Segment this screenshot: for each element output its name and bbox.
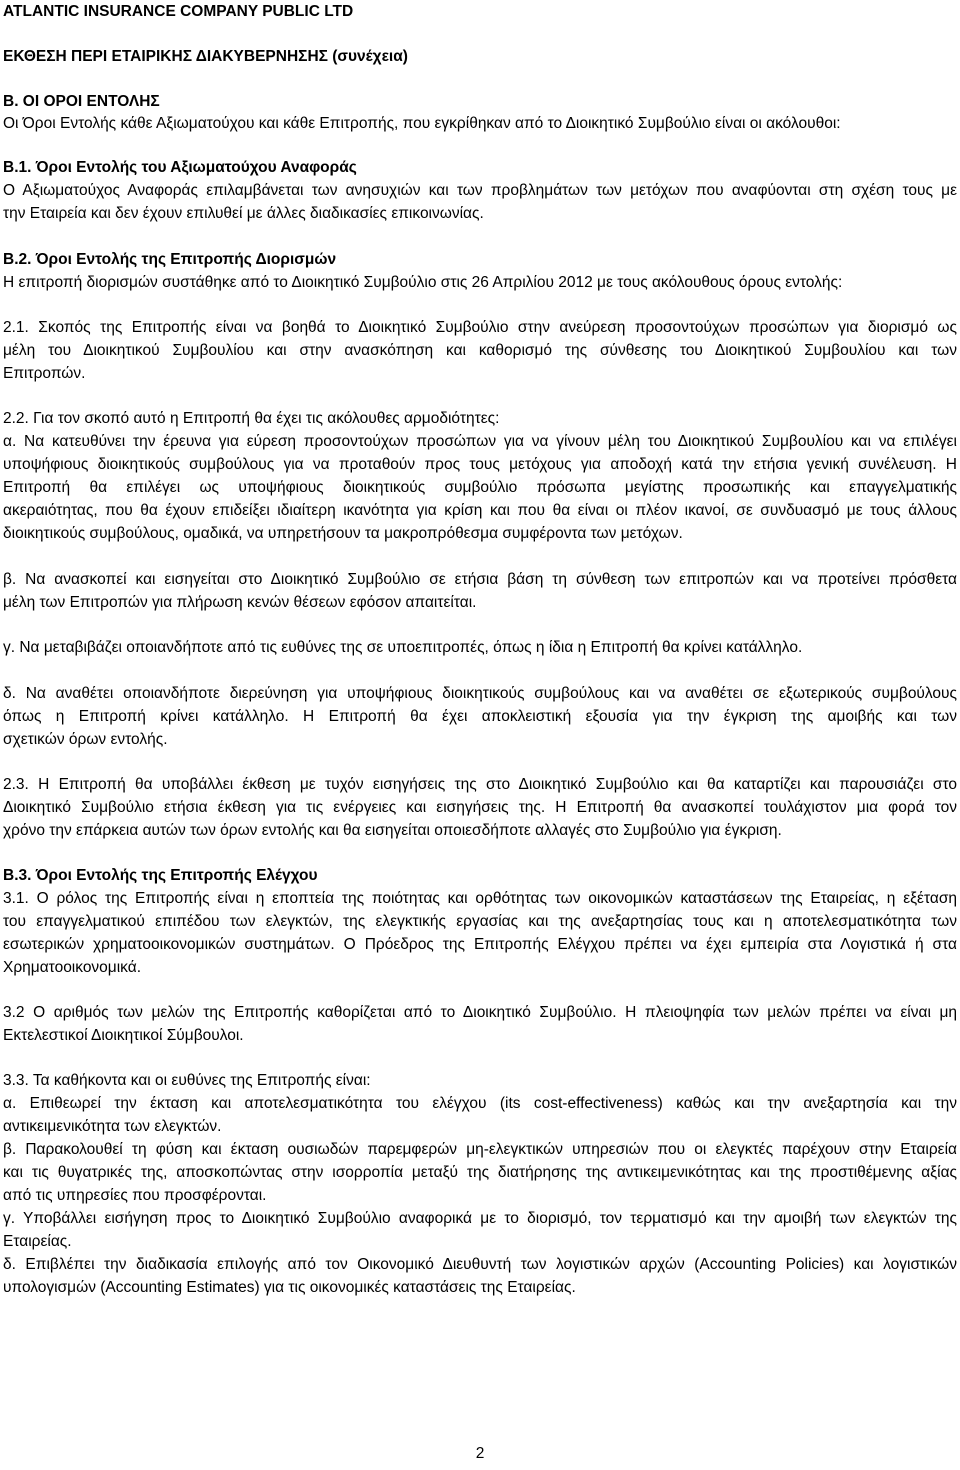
b2-p21-line: 2.1. Σκοπός της Επιτροπής είναι να βοηθά το Διοικητικό Συμβούλιο στην ανεύρεση προσοντούχων προσώπων για διορισμό ως — [3, 319, 957, 336]
b2-a-line: διοικητικούς συμβούλους, ομαδικά, να υπηρετήσουν τα μακροπρόθεσμα συμφέροντα των μετόχων. — [3, 525, 683, 542]
b2-a-line: ακεραιότητας, που θα έχουν επιδείξει ιδιαίτερη ικανότητα για κρίση και που θα είναι οι πλέον ικανοί, σε συνδυασμό με τους άλλους — [3, 502, 957, 519]
section-b-heading: Β. ΟΙ ΟΡΟΙ ΕΝΤΟΛΗΣ — [3, 93, 160, 110]
b3-p32-line: Εκτελεστικοί Διοικητικοί Σύμβουλοι. — [3, 1027, 244, 1044]
report-title: ΕΚΘΕΣΗ ΠΕΡΙ ΕΤΑΙΡΙΚΗΣ ΔΙΑΚΥΒΕΡΝΗΣΗΣ (συνέχεια) — [3, 48, 408, 65]
b2-a-line: Επιτροπή θα επιλέγει ως υποψήφιους διοικητικούς συμβούλιο πρόσωπα μεγίστης προσωπικής και επαγγελματικής — [3, 479, 957, 496]
b3-b-line: και τις θυγατρικές της, αποσκοπώντας στην ισορροπία μεταξύ της διατήρησης της αντικειμενικότητας και της προστιθέμενης αξίας — [3, 1164, 957, 1181]
b3-d-line: δ. Επιβλέπει την διαδικασία επιλογής από τον Οικονομικό Διευθυντή των λογιστικών αρχών (Accounting Policies) και λογιστικών — [3, 1256, 957, 1273]
b2-b-line: β. Να ανασκοπεί και εισηγείται στο Διοικητικό Συμβούλιο σε ετήσια βάση τη σύνθεση των επιτροπών και να προτείνει πρόσθετα — [3, 571, 957, 588]
b2-p22: 2.2. Για τον σκοπό αυτό η Επιτροπή θα έχει τις ακόλουθες αρμοδιότητες: — [3, 410, 500, 427]
b1-line: την Εταιρεία και δεν έχουν επιλυθεί με άλλες διαδικασίες επικοινωνίας. — [3, 205, 484, 222]
b3-c-line: γ. Υποβάλλει εισήγηση προς το Διοικητικό Συμβούλιο αναφορικά με το διορισμό, τον τερματισμό και την αμοιβή των ελεγκτών της — [3, 1210, 957, 1227]
b2-heading: Β.2. Όροι Εντολής της Επιτροπής Διορισμών — [3, 251, 337, 268]
b2-p23-line: 2.3. Η Επιτροπή θα υποβάλλει έκθεση με τυχόν εισηγήσεις της στο Διοικητικό Συμβούλιο και θα καταρτίζει και παρουσιάζει στο — [3, 776, 957, 793]
b3-p31-line: Χρηματοοικονομικά. — [3, 959, 142, 976]
b1-heading: Β.1. Όροι Εντολής του Αξιωματούχου Αναφοράς — [3, 159, 357, 176]
b3-p32-line: 3.2 Ο αριθμός των μελών της Επιτροπής καθορίζεται από το Διοικητικό Συμβούλιο. Η πλειοψηφία των μελών πρέπει να είναι μη — [3, 1004, 957, 1021]
b1-line: Ο Αξιωματούχος Αναφοράς επιλαμβάνεται των ανησυχιών και των προβλημάτων των μετόχων που αναφύονται στη σχέση τους με — [3, 182, 957, 199]
b2-a-line: υποψήφιους διοικητικούς συμβούλους για να προταθούν προς τους μετόχους για αποδοχή κατά την ετήσια γενική συνέλευση. Η — [3, 456, 957, 473]
b2-p23-line: Διοικητικό Συμβούλιο ετήσια έκθεση για τις ενέργειες και εισηγήσεις της. Η Επιτροπή θα ανασκοπεί τουλάχιστον μια φορά τον — [3, 799, 957, 816]
b2-p21-line: Επιτροπών. — [3, 365, 86, 382]
b3-c-line: Εταιρείας. — [3, 1233, 72, 1250]
b3-b-line: β. Παρακολουθεί τη φύση και έκταση ουσιωδών παρεμφερών μη-ελεγκτικών υπηρεσιών που οι ελεγκτές παρέχουν στην Εταιρεία — [3, 1141, 957, 1158]
page-number: 2 — [475, 1445, 485, 1462]
b3-p31-line: του επαγγελματικού επιπέδου των ελεγκτών, της ελεγκτικής εργασίας και της ανεξαρτησίας τους και η αποτελεσματικότητα των — [3, 913, 957, 930]
b3-p31-line: εσωτερικών χρηματοοικονομικών συστημάτων. Ο Πρόεδρος της Επιτροπής Ελέγχου πρέπει να έχει εμπειρία στα Λογιστικά ή στα — [3, 936, 957, 953]
b2-d-line: σχετικών όρων εντολής. — [3, 731, 168, 748]
company-name: ATLANTIC INSURANCE COMPANY PUBLIC LTD — [3, 3, 354, 20]
b3-a-line: αντικειμενικότητα των ελεγκτών. — [3, 1118, 222, 1135]
b2-p23-line: χρόνο την επάρκεια αυτών των όρων εντολής και θα εισηγείται οποιεσδήποτε αλλαγές στο Συμβούλιο για έγκριση. — [3, 822, 782, 839]
b2-b-line: μέλη των Επιτροπών για πλήρωση κενών θέσεων εφόσον απαιτείται. — [3, 594, 477, 611]
b2-d-line: δ. Να αναθέτει οποιανδήποτε διερεύνηση για υποψήφιους διοικητικούς συμβούλους και να αναθέτει σε εξωτερικούς συμβούλους — [3, 685, 957, 702]
section-b-intro: Οι Όροι Εντολής κάθε Αξιωματούχου και κάθε Επιτροπής, που εγκρίθηκαν από το Διοικητικό Συμβούλιο είναι οι ακόλουθοι: — [3, 115, 841, 132]
b3-b-line: από τις υπηρεσίες που προσφέρονται. — [3, 1187, 267, 1204]
b2-a-line: α. Να κατευθύνει την έρευνα για εύρεση προσοντούχων προσώπων για να γίνουν μέλη του Διοικητικού Συμβουλίου και να επιλέγει — [3, 433, 957, 450]
b3-a-line: α. Επιθεωρεί την έκταση και αποτελεσματικότητα του ελέγχου (its cost-effectiveness) καθώς και την ανεξαρτησία και την — [3, 1095, 957, 1112]
b3-heading: Β.3. Όροι Εντολής της Επιτροπής Ελέγχου — [3, 867, 318, 884]
b2-c: γ. Να μεταβιβάζει οποιανδήποτε από τις ευθύνες της σε υποεπιτροπές, όπως η ίδια η Επιτροπή θα κρίνει κατάλληλο. — [3, 639, 803, 656]
b2-d-line: όπως η Επιτροπή κρίνει κατάλληλο. Η Επιτροπή θα έχει αποκλειστική εξουσία για την έγκριση της αμοιβής και των — [3, 708, 957, 725]
b3-p31-line: 3.1. Ο ρόλος της Επιτροπής είναι η εποπτεία της ποιότητας και ορθότητας των οικονομικών καταστάσεων της Εταιρείας, η εξέταση — [3, 890, 957, 907]
b2-p21-line: μέλη του Διοικητικού Συμβουλίου και στην ανασκόπηση και καθορισμό της σύνθεσης του Διοικητικού Συμβουλίου και των — [3, 342, 957, 359]
b3-p33: 3.3. Τα καθήκοντα και οι ευθύνες της Επιτροπής είναι: — [3, 1072, 371, 1089]
b2-intro: Η επιτροπή διορισμών συστάθηκε από το Διοικητικό Συμβούλιο στις 26 Απριλίου 2012 με τους ακόλουθους όρους εντολής: — [3, 274, 843, 291]
b3-d-line: υπολογισμών (Accounting Estimates) για τις οικονομικές καταστάσεις της Εταιρείας. — [3, 1279, 576, 1296]
